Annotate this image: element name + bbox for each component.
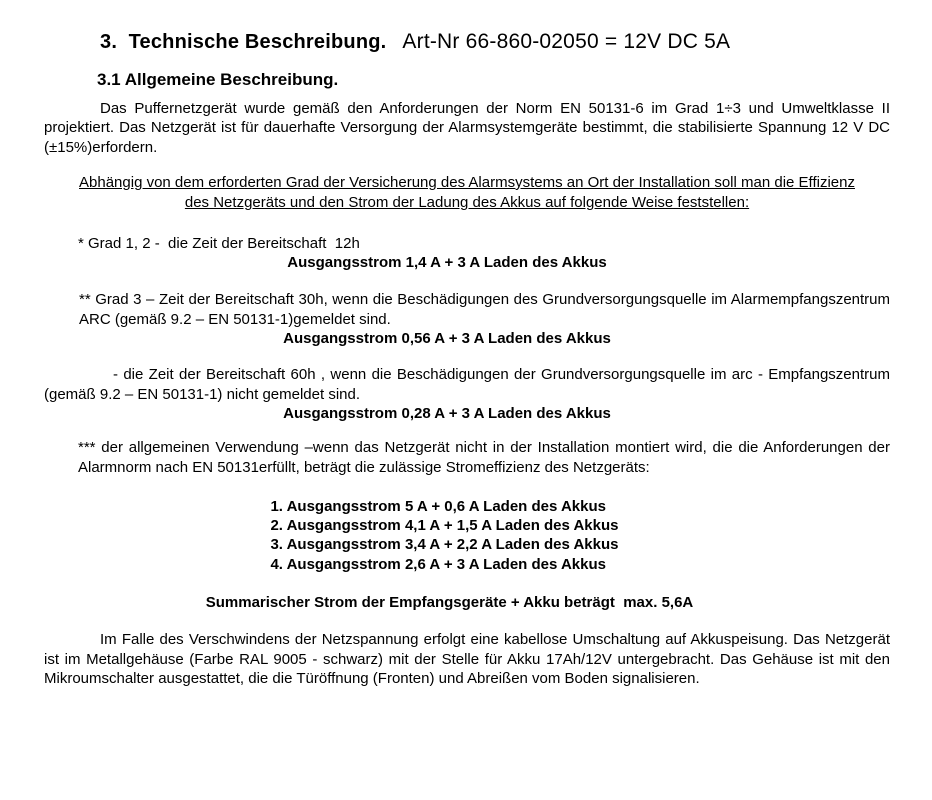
grade-3-30h-block	[44, 290, 890, 348]
underlined-note: Abhängig von dem erforderten Grad der Versicherung des Alarmsystems an Ort der Installation soll man die Effizienz des Netzgeräts und den Strom der Ladung des Akkus auf folgende Weise feststellen:	[79, 173, 855, 212]
list-item: 1. Ausgangsstrom 5 A + 0,6 A Laden des Akkus	[270, 497, 606, 515]
grade-1-2-output-current: Ausgangsstrom 1,4 A + 3 A Laden des Akkus	[287, 254, 607, 272]
list-item: 2. Ausgangsstrom 4,1 A + 1,5 A Laden des Akkus	[270, 517, 619, 535]
list-item: 4. Ausgangsstrom 2,6 A + 3 A Laden des Akkus	[270, 555, 606, 573]
list-item: 3. Ausgangsstrom 3,4 A + 2,2 A Laden des Akkus	[270, 536, 619, 554]
grade-1-2-block	[44, 234, 890, 273]
section-heading: 3. Technische Beschreibung.	[100, 31, 387, 53]
grade-3-60h-output-current: Ausgangsstrom 0,28 A + 3 A Laden des Akkus	[283, 404, 611, 422]
intro-paragraph: Das Puffernetzgerät wurde gemäß den Anforderungen der Norm EN 50131-6 im Grad 1÷3 und Umweltklasse II projektiert. Das Netzgerät ist für dauerhafte Versorgung der Alarmsystemgeräte bestimmt, die stabilisierte Spannung 12 V DC (±15%)erfordern.	[44, 100, 890, 156]
grade-3-60h-text: - die Zeit der Bereitschaft 60h , wenn die Beschädigungen der Grundversorgungsquelle im arc - Empfangszentrum (gemäß 9.2 – EN 50131-1) nicht gemeldet sind.	[44, 366, 890, 403]
grade-3-30h-output-current: Ausgangsstrom 0,56 A + 3 A Laden des Akkus	[283, 330, 611, 348]
output-current-list	[270, 497, 618, 574]
closing-paragraph: Im Falle des Verschwindens der Netzspannung erfolgt eine kabellose Umschaltung auf Akkuspeisung. Das Netzgerät ist im Metallgehäuse (Farbe RAL 9005 - schwarz) mit der Stelle für Akku 17Ah/12V untergebracht. Das Gehäuse ist mit den Mikroumschalter ausgestattet, die die Türöffnung (Fronten) und Abreißen vom Boden signalisieren.	[44, 631, 890, 687]
article-number: Art-Nr 66-860-02050 = 12V DC 5A	[402, 30, 731, 53]
grade-1-2-text: * Grad 1, 2 - die Zeit der Bereitschaft 12h	[78, 234, 360, 252]
grade-3-30h-text: ** Grad 3 – Zeit der Bereitschaft 30h, wenn die Beschädigungen des Grundversorgungsquelle im Alarmempfangszentrum ARC (gemäß 9.2 – EN 50131-1)gemeldet sind.	[79, 291, 890, 328]
grade-3-60h-block	[44, 365, 890, 423]
output-current-list-wrapper	[44, 497, 890, 574]
summary-current-line: Summarischer Strom der Empfangsgeräte + Akku beträgt max. 5,6A	[205, 594, 694, 612]
general-use-paragraph: *** der allgemeinen Verwendung –wenn das Netzgerät nicht in der Installation montiert wird, die die Anforderungen der Alarmnorm nach EN 50131erfüllt, beträgt die zulässige Stromeffizienz des Netzgeräts:	[78, 439, 890, 476]
title-row	[100, 30, 890, 54]
subsection-heading: 3.1 Allgemeine Beschreibung.	[97, 70, 339, 89]
